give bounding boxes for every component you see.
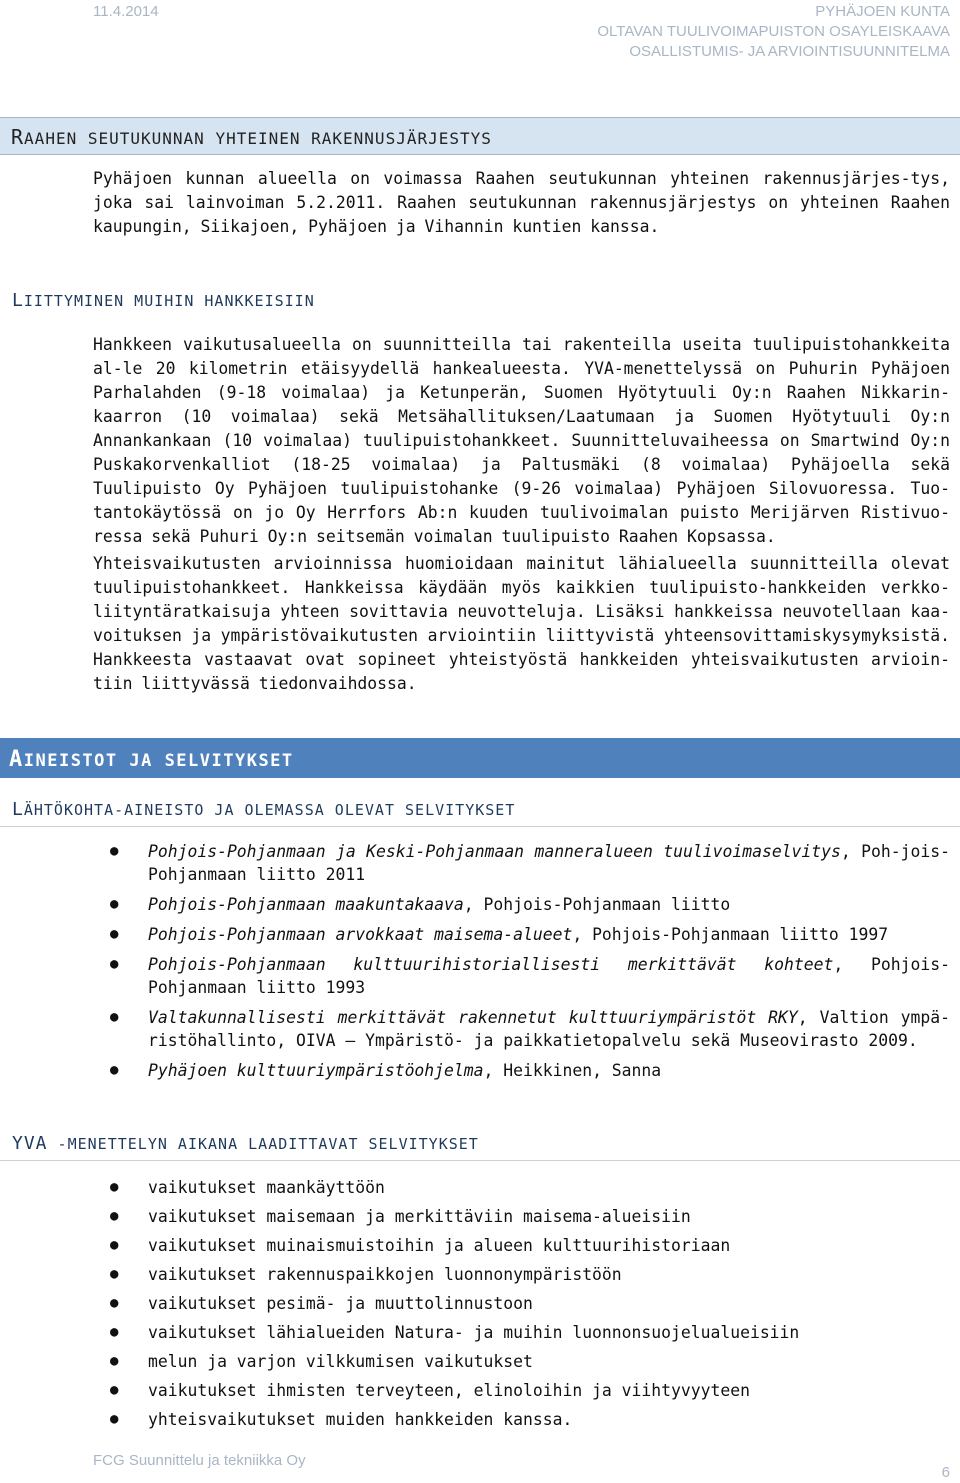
bullet-icon: ● (110, 843, 119, 859)
main-heading-bar (0, 738, 960, 778)
section-divider (0, 826, 960, 827)
list-item: ● Pohjois-Pohjanmaan kulttuurihistoriallisesti merkittävät kohteet, Pohjois-Pohjanmaan liitto 1993 (110, 955, 950, 997)
header-doc-line2: OSALLISTUMIS- JA ARVIOINTISUUNNITELMA (629, 43, 950, 60)
bullet-icon: ● (110, 1009, 119, 1025)
section2-paragraph-1: Hankkeen vaikutusalueella on suunnitteilla tai rakenteilla useita tuulipuistohankkeita al-le 20 kilometrin etäisyydellä hankealueesta. YVA-menettelyssä on Puhurin Pyhäjoen Parhalahden (9-18 voimalaa) ja Ketunperän, Suomen Hyötytuuli Oy:n Raahen Nikkarin-kaarron (10 voimalaa) sekä Metsähallituksen/Laatumaan ja Suomen Hyötytuuli Oy:n Annankankaan (10 voimalaa) tuulipuistohankkeet. Suunnitteluvaiheessa on Smartwind Oy:n Puskakorvenkalliot (18-25 voimalaa) ja Paltusmäki (8 voimalaa) Pyhäjoella sekä Tuulipuisto Oy Pyhäjoen tuulipuistohanke (9-26 voimalaa) Pyhäjoen Silovuoressa. Tuo-tantokäytössä on jo Oy Herrfors Ab:n kuuden tuulivoimalan puisto Merijärven Ristivuo-ressa sekä Puhuri Oy:n seitsemän voimalan tuulipuisto Raahen Kopsassa. (93, 335, 950, 546)
section-divider (0, 1160, 960, 1161)
bullet-icon: ● (110, 1237, 119, 1253)
list-item: ● Valtakunnallisesti merkittävät rakennetut kulttuuriympäristöt RKY, Valtion ympä-ristöhallinto, OIVA – Ympäristö- ja paikkatietopalvelu sekä Museovirasto 2009. (110, 1008, 950, 1050)
list-item: ● Pohjois-Pohjanmaan arvokkaat maisema-alueet, Pohjois-Pohjanmaan liitto 1997 (110, 925, 889, 944)
bullet-icon: ● (110, 956, 119, 972)
bullet-icon: ● (110, 1208, 119, 1224)
main-heading: AINEISTOT JA SELVITYKSET (9, 747, 294, 772)
bullet-icon: ● (110, 926, 119, 942)
list-item: ● vaikutukset pesimä- ja muuttolinnustoon (93, 1289, 950, 1318)
header-right (597, 2, 950, 62)
source-material-list (93, 840, 950, 1082)
header-doc-line1: OLTAVAN TUULIVOIMAPUISTON OSAYLEISKAAVA (597, 23, 950, 40)
bullet-icon: ● (110, 1353, 119, 1369)
list-item: ● yhteisvaikutukset muiden hankkeiden kanssa. (93, 1405, 950, 1434)
footer-company: FCG Suunnittelu ja tekniikka Oy (93, 1452, 306, 1469)
section-heading-bar (0, 117, 960, 155)
bullet-icon: ● (110, 896, 119, 912)
list-item: ● Pohjois-Pohjanmaan maakuntakaava, Pohjois-Pohjanmaan liitto (110, 895, 731, 914)
assessment-list (93, 1173, 950, 1434)
bullet-icon: ● (110, 1179, 119, 1195)
list-item: ● vaikutukset maankäyttöön (93, 1173, 950, 1202)
subsection-heading: YVA -MENETTELYN AIKANA LAADITTAVAT SELVITYKSET (12, 1133, 479, 1154)
bullet-icon: ● (110, 1062, 119, 1078)
list-item: ● Pohjois-Pohjanmaan ja Keski-Pohjanmaan manneralueen tuulivoimaselvitys, Poh-jois-Pohjanmaan liitto 2011 (110, 842, 950, 884)
bullet-icon: ● (110, 1411, 119, 1427)
list-item: ● vaikutukset ihmisten terveyteen, elinoloihin ja viihtyvyyteen (93, 1376, 950, 1405)
list-item: ● vaikutukset lähialueiden Natura- ja muihin luonnonsuojelualueisiin (93, 1318, 950, 1347)
section1-paragraph: Pyhäjoen kunnan alueella on voimassa Raahen seutukunnan yhteinen rakennusjärjes-tys, joka sai lainvoiman 5.2.2011. Raahen seutukunnan rakennusjärjestys on yhteinen Raahen kaupungin, Siikajoen, Pyhäjoen ja Vihannin kuntien kanssa. (93, 169, 950, 236)
subsection-heading: LÄHTÖKOHTA-AINEISTO JA OLEMASSA OLEVAT SELVITYKSET (12, 799, 516, 820)
list-item: ● Pyhäjoen kulttuuriympäristöohjelma, Heikkinen, Sanna (110, 1061, 662, 1080)
page-number: 6 (941, 1464, 950, 1481)
list-item: ● vaikutukset muinaismuistoihin ja alueen kulttuurihistoriaan (93, 1231, 950, 1260)
list-item: ● vaikutukset maisemaan ja merkittäviin maisema-alueisiin (93, 1202, 950, 1231)
bullet-icon: ● (110, 1324, 119, 1340)
section-heading: RAAHEN SEUTUKUNNAN YHTEINEN RAKENNUSJÄRJESTYS (11, 125, 492, 149)
bullet-icon: ● (110, 1382, 119, 1398)
subsection-heading: LIITTYMINEN MUIHIN HANKKEISIIN (12, 290, 315, 311)
bullet-icon: ● (110, 1295, 119, 1311)
list-item: ● vaikutukset rakennuspaikkojen luonnonympäristöön (93, 1260, 950, 1289)
section2-paragraph-2: Yhteisvaikutusten arvioinnissa huomioidaan mainitut lähialueella suunnitteilla olevat tuulipuistohankkeet. Hankkeissa käydään myös kaikkien tuulipuisto-hankkeiden verkko-liityntäratkaisuja yhteen sovittavia neuvotteluja. Lisäksi hankkeissa neuvotellaan kaa-voituksen ja ympäristövaikutusten arviointiin liittyvistä yhteensovittamiskysymyksistä. Hankkeesta vastaavat ovat sopineet yhteistyöstä hankkeiden yhteisvaikutusten arvioin-tiin liittyvässä tiedonvaihdossa. (93, 554, 950, 693)
header-org: PYHÄJOEN KUNTA (815, 3, 950, 20)
bullet-icon: ● (110, 1266, 119, 1282)
list-item: ● melun ja varjon vilkkumisen vaikutukset (93, 1347, 950, 1376)
header-date: 11.4.2014 (93, 3, 159, 20)
